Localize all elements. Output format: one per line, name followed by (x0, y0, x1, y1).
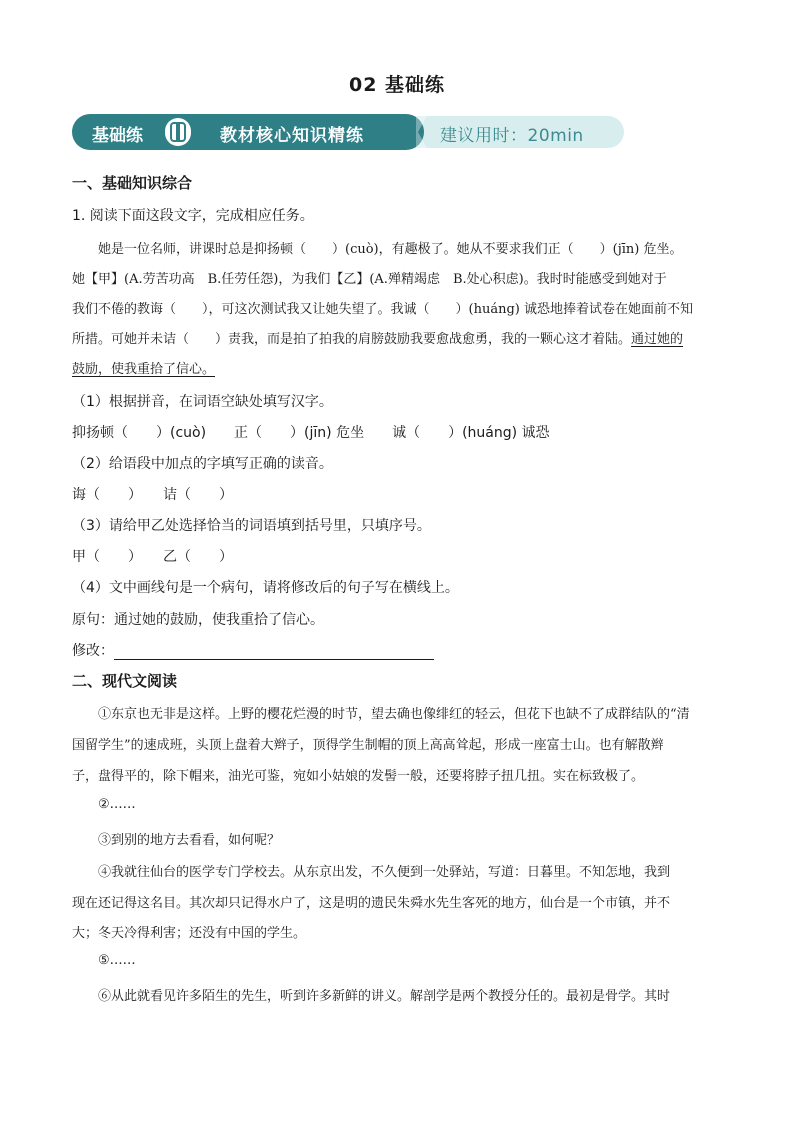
revise-answer-line[interactable] (114, 645, 434, 660)
banner-middle-label: 教材核心知识精练 (220, 126, 364, 146)
reading-line-10: ⑥从此就看见许多陌生的先生，听到许多新鲜的讲义。解剖学是两个教授分任的。最初是骨学。其时 (98, 989, 671, 1004)
underlined-sentence-end: 鼓励，使我重拾了信心。 (72, 362, 216, 377)
section-banner (72, 114, 624, 150)
passage-line-5 (72, 358, 722, 377)
section2-heading: 二、现代文阅读 (72, 672, 178, 690)
reading-line-9: ⑤…… (98, 953, 136, 968)
subquestion-2-blanks[interactable]: 诲（ ） 诘（ ） (72, 487, 233, 503)
reading-line-8: 大；冬天冷得利害；还没有中国的学生。 (72, 926, 307, 941)
reading-line-5: ③到别的地方去看看，如何呢？ (98, 833, 281, 848)
reading-line-3: 子，盘得平的，除下帽来，油光可鉴，宛如小姑娘的发髻一般，还要将脖子扭几扭。实在标致极了。 (72, 769, 645, 784)
passage-line-4-text: 所措。可她并未诘（ ）责我，而是拍了拍我的肩膀鼓励我要愈战愈勇，我的一颗心这才着陆。 (72, 332, 632, 347)
revise-label: 修改： (72, 643, 114, 659)
banner-time-label: 建议用时：20min (440, 126, 584, 146)
passage-line-2: 她【甲】(A.劳苦功高 B.任劳任怨)，为我们【乙】(A.殚精竭虑 B.处心积虑)。我时时能感受到她对于 (72, 272, 667, 287)
original-sentence: 原句：通过她的鼓励，使我重拾了信心。 (72, 612, 324, 628)
reading-line-6: ④我就往仙台的医学专门学校去。从东京出发，不久便到一处驿站，写道：日暮里。不知怎地，我到 (98, 865, 671, 880)
subquestion-3-blanks[interactable]: 甲（ ） 乙（ ） (72, 549, 233, 565)
revise-row (72, 640, 434, 660)
reading-line-4: ②…… (98, 797, 136, 812)
book-icon (165, 118, 191, 146)
passage-line-4 (72, 328, 722, 347)
subquestion-1-blanks[interactable]: 抑扬顿（ ）(cuò) 正（ ）(jīn) 危坐 诚（ ）(huáng) 诚恐 (72, 425, 550, 441)
subquestion-1: （1）根据拼音，在词语空缺处填写汉字。 (72, 394, 333, 410)
banner-notch-decoration (416, 114, 428, 150)
underlined-sentence-start: 通过她的 (631, 332, 684, 347)
subquestion-4: （4）文中画线句是一个病句，请将修改后的句子写在横线上。 (72, 580, 459, 596)
passage-line-3: 我们不倦的教诲（ ），可这次测试我又让她失望了。我诚（ ）(huáng) 诚恐地捧着试卷在她面前不知 (72, 302, 693, 317)
passage-line-1: 她是一位名师，讲课时总是抑扬顿（ ）(cuò)，有趣极了。她从不要求我们正（ ）(jīn) 危坐。 (98, 242, 683, 257)
reading-line-7: 现在还记得这名目。其次却只记得水户了，这是明的遗民朱舜水先生客死的地方，仙台是一个市镇，并不 (72, 896, 671, 911)
page-title: 02 基础练 (348, 74, 446, 96)
reading-line-1: ①东京也无非是这样。上野的樱花烂漫的时节，望去确也像绯红的轻云，但花下也缺不了成群结队的“清 (98, 707, 690, 722)
subquestion-2: （2）给语段中加点的字填写正确的读音。 (72, 456, 333, 472)
banner-left-label: 基础练 (92, 126, 143, 146)
reading-line-2: 国留学生”的速成班，头顶上盘着大辫子，顶得学生制帽的顶上高高耸起，形成一座富士山。也有解散辫 (72, 738, 664, 753)
question1-intro: 1. 阅读下面这段文字，完成相应任务。 (72, 208, 314, 224)
section1-heading: 一、基础知识综合 (72, 174, 193, 192)
subquestion-3: （3）请给甲乙处选择恰当的词语填到括号里，只填序号。 (72, 518, 431, 534)
